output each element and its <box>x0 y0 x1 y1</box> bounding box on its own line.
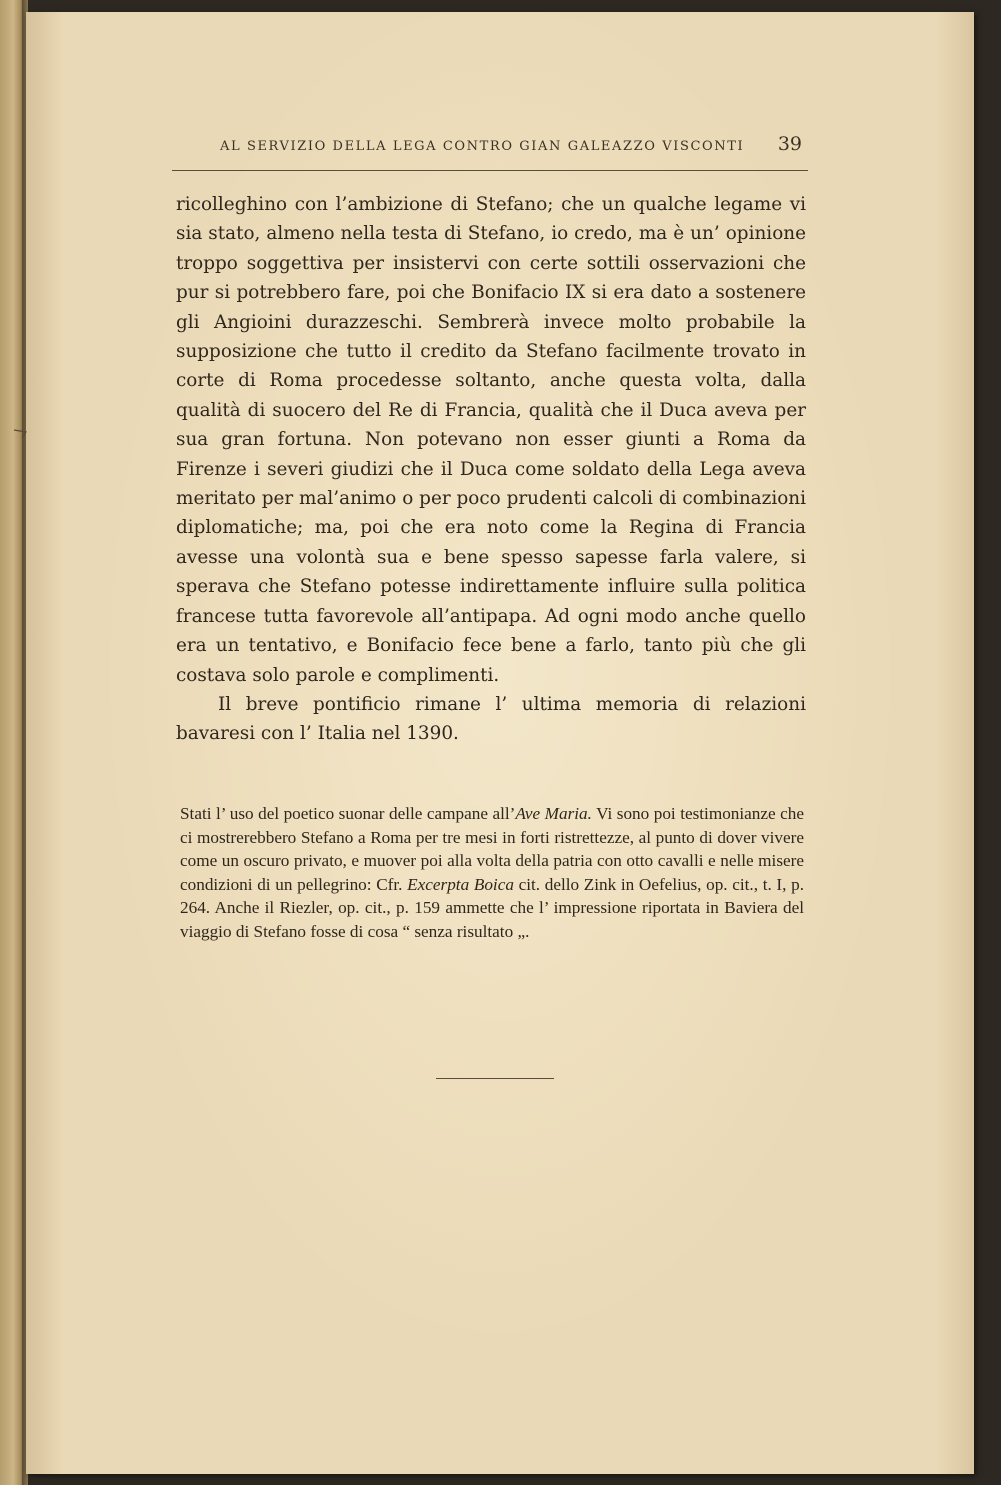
footnote-italic: Ave Maria. <box>515 804 592 823</box>
footnote-part: Stati l’ uso del poetico suonar delle campane all’ <box>180 804 516 823</box>
paragraph: ricolleghino con l’ambizione di Stefano; che un qualche legame vi sia stato, almeno nella testa di Stefano, io credo, ma è un’ opinione troppo soggettiva per insistervi con certe sottili osservazioni che pur si potrebbero fare, poi che Bonifacio IX si era dato a sostenere gli Angioini durazzeschi. Sembrerà invece molto probabile la supposizione che tutto il credito da Stefano facilmente trovato in corte di Roma procedesse soltanto, anche questa volta, dalla qualità di suocero del Re di Francia, qualità che il Duca aveva per sua gran fortuna. Non potevano non esser giunti a Roma da Firenze i severi giudizi che il Duca come soldato della Lega aveva meritato per mal’animo o per poco prudenti calcoli di combinazioni diplomatiche; ma, poi che era noto come la Regina di Francia avesse una volontà sua e bene spesso sapesse farla valere, si sperava che Stefano potesse indirettamente influire sulla politica francese tutta favorevole all’antipapa. Ad ogni modo anche quello era un tentativo, e Bonifacio fece bene a farlo, tanto più che gli costava solo parole e complimenti. <box>176 194 806 686</box>
adjacent-page-edge <box>0 0 24 1485</box>
header-rule <box>172 170 808 171</box>
footnote <box>180 802 804 943</box>
running-header <box>192 131 802 165</box>
footnote-text <box>180 802 804 943</box>
footnote-part: Vi sono poi testimonianze che ci mostrerebbero Stefano a Roma per tre mesi in forti ristrettezze, al punto di dover vivere come un oscuro privato, e muover poi alla volta della patria con otto cavalli e nelle misere condizioni di un pellegrino: Cfr. <box>180 804 804 894</box>
main-text <box>176 190 806 749</box>
end-rule <box>436 1078 554 1079</box>
page-number: 39 <box>777 133 802 155</box>
running-title: AL SERVIZIO DELLA LEGA CONTRO GIAN GALEAZZO VISCONTI <box>220 139 745 154</box>
footnote-part: cit. dello Zink in Oefelius, op. cit., t. I, p. 264. Anche il Riezler, op. cit., p. 159 ammette che l’ impressione riportata in Baviera del viaggio di Stefano fosse di cosa “ senza risultato „. <box>180 874 804 941</box>
margin-mark-icon <box>12 420 32 440</box>
footnote-italic: Excerpta Boica <box>407 874 514 894</box>
paragraph: Il breve pontificio rimane l’ ultima memoria di relazioni bavaresi con l’ Italia nel 1390. <box>176 693 806 745</box>
